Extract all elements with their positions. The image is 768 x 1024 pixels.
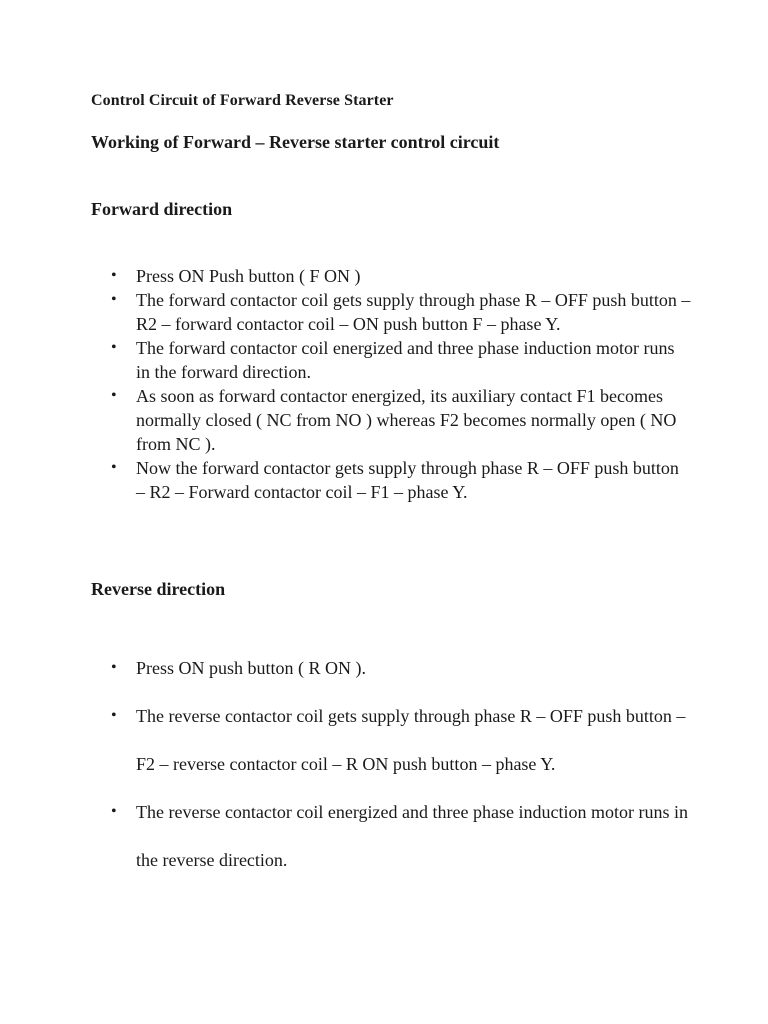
list-item-text: The forward contactor coil gets supply through phase R – OFF push button – R2 – forward contactor coil – ON push button F – phase Y. (136, 290, 691, 334)
bullet-icon: • (111, 387, 117, 404)
list-item-text: The reverse contactor coil gets supply through phase R – OFF push button – F2 – reverse contactor coil – R ON push button – phase Y. (136, 706, 686, 774)
bullet-icon: • (111, 267, 117, 284)
reverse-steps-list (91, 644, 691, 884)
list-item-text: The forward contactor coil energized and three phase induction motor runs in the forward direction. (136, 338, 675, 382)
list-item (91, 788, 691, 884)
list-item (91, 384, 691, 456)
list-item-text: Press ON push button ( R ON ). (136, 658, 367, 678)
forward-direction-heading: Forward direction (91, 199, 233, 219)
list-item (91, 264, 691, 288)
forward-steps-list (91, 264, 691, 504)
bullet-icon: • (111, 339, 117, 356)
list-item-text: As soon as forward contactor energized, its auxiliary contact F1 becomes normally closed ( NC from NO ) whereas F2 becomes normally open ( NO from NC ). (136, 386, 677, 454)
bullet-icon: • (111, 459, 117, 476)
bullet-icon: • (111, 291, 117, 308)
list-item (91, 288, 691, 336)
list-item (91, 336, 691, 384)
list-item-text: Now the forward contactor gets supply through phase R – OFF push button – R2 – Forward contactor coil – F1 – phase Y. (136, 458, 679, 502)
section-subtitle: Working of Forward – Reverse starter control circuit (91, 132, 500, 152)
bullet-icon: • (111, 707, 117, 724)
list-item-text: Press ON Push button ( F ON ) (136, 266, 361, 286)
bullet-icon: • (111, 659, 117, 676)
list-item (91, 644, 691, 692)
document-title: Control Circuit of Forward Reverse Starter (91, 92, 394, 109)
list-item-text: The reverse contactor coil energized and three phase induction motor runs in the reverse direction. (136, 802, 688, 870)
reverse-direction-heading: Reverse direction (91, 579, 226, 599)
list-item (91, 456, 691, 504)
bullet-icon: • (111, 803, 117, 820)
list-item (91, 692, 691, 788)
